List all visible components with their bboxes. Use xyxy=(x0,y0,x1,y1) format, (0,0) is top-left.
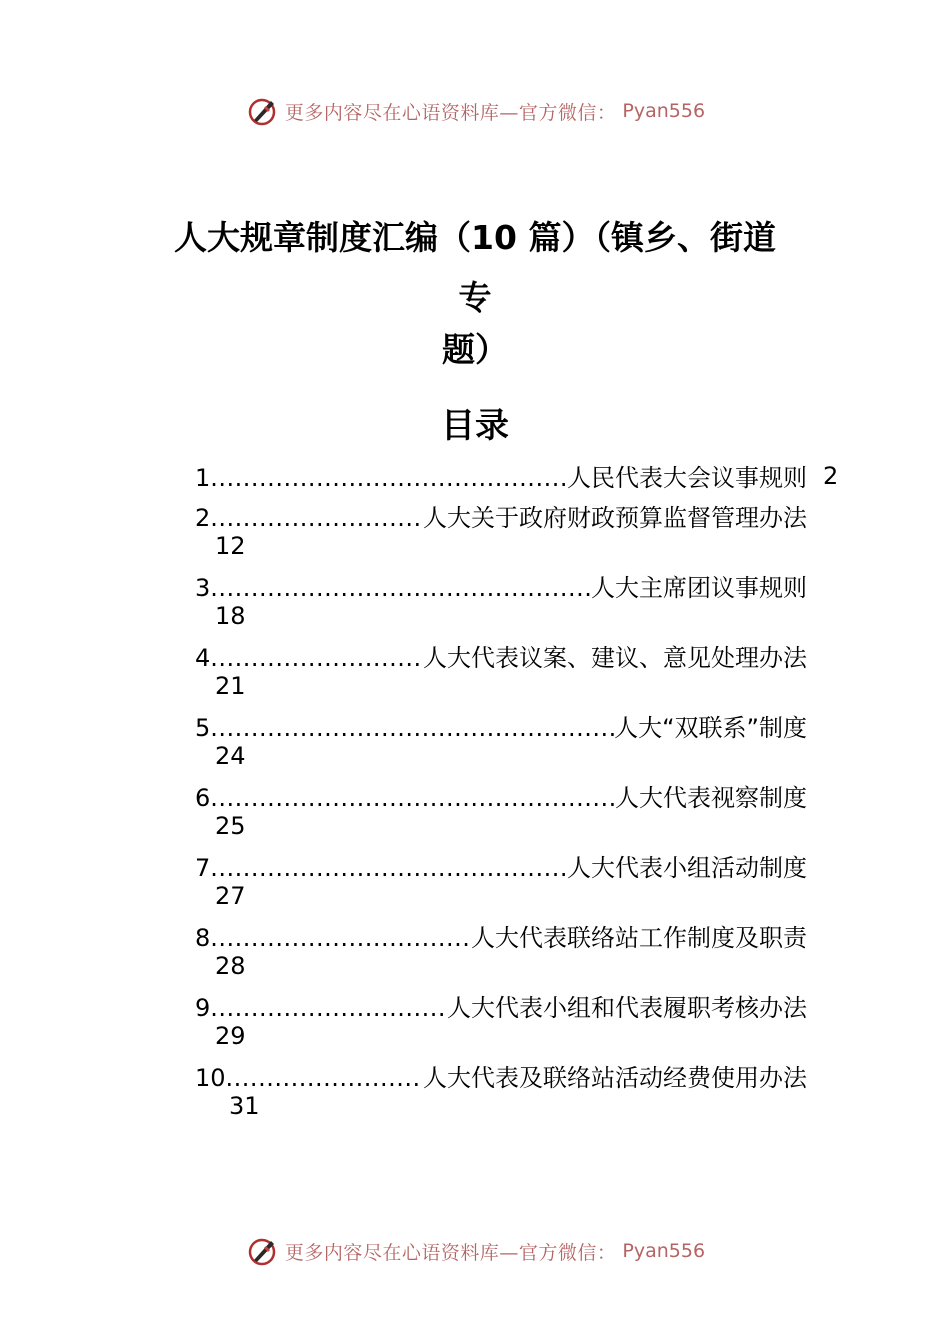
toc-entry-page: 28 xyxy=(215,952,246,980)
toc-entry-number: 9 xyxy=(195,994,211,1022)
toc-entry-label: 人大主席团议事规则 xyxy=(591,574,807,602)
document-title-line2: 专 xyxy=(458,278,492,317)
toc-entry[interactable] xyxy=(195,918,845,988)
toc-entry[interactable] xyxy=(195,988,845,1058)
toc-entry-label: 人大代表议案、建议、意见处理办法 xyxy=(423,644,807,672)
toc-entry-label: 人民代表大会议事规则 xyxy=(567,464,807,492)
toc-entry[interactable] xyxy=(195,638,845,708)
watermark-wechat-id: Pyan556 xyxy=(622,100,706,122)
toc-entry-number: 2 xyxy=(195,504,211,532)
toc-entry-number: 3 xyxy=(195,574,211,602)
toc-leader-dots xyxy=(210,464,567,492)
toc-entry[interactable] xyxy=(195,1058,845,1128)
toc-entry-page: 25 xyxy=(215,812,246,840)
toc-entry-page: 24 xyxy=(215,742,246,770)
toc-leader-dots xyxy=(210,714,614,742)
header-watermark xyxy=(0,94,950,128)
toc-entry-number: 8 xyxy=(195,924,211,952)
toc-entry-label: 人大代表小组活动制度 xyxy=(567,854,807,882)
toc-leader-dots xyxy=(210,994,447,1022)
toc-entry[interactable] xyxy=(195,568,845,638)
toc-leader-dots xyxy=(210,924,471,952)
toc-entry-label: 人大关于政府财政预算监督管理办法 xyxy=(423,504,807,532)
toc-entry-label: 人大代表及联络站活动经费使用办法 xyxy=(423,1064,807,1092)
toc-entry-label: 人大代表小组和代表履职考核办法 xyxy=(447,994,807,1022)
toc-entry-page: 2 xyxy=(823,462,839,490)
toc-entry-page: 18 xyxy=(215,602,246,630)
table-of-contents xyxy=(195,458,845,1128)
toc-entry-page: 21 xyxy=(215,672,246,700)
toc-leader-dots xyxy=(210,784,615,812)
toc-entry[interactable] xyxy=(195,498,845,568)
toc-leader-dots xyxy=(210,574,591,602)
toc-entry-number: 6 xyxy=(195,784,211,812)
toc-entry-label: 人大“双联系”制度 xyxy=(614,714,807,742)
logo-icon xyxy=(245,1234,279,1268)
toc-entry-page: 29 xyxy=(215,1022,246,1050)
toc-entry-label: 人大代表视察制度 xyxy=(615,784,807,812)
toc-entry-number: 7 xyxy=(195,854,211,882)
toc-entry[interactable] xyxy=(195,458,845,498)
watermark-wechat-id: Pyan556 xyxy=(622,1240,706,1262)
toc-entry-page: 27 xyxy=(215,882,246,910)
document-title-line3: 题） xyxy=(442,330,508,369)
watermark-text: 更多内容尽在心语资料库—官方微信： xyxy=(284,101,617,124)
toc-entry-page: 12 xyxy=(215,532,246,560)
document-title-line1: 人大规章制度汇编（10 篇）（镇乡、街道 xyxy=(174,218,776,257)
toc-entry-page: 31 xyxy=(229,1092,260,1120)
toc-leader-dots xyxy=(210,854,567,882)
toc-entry[interactable] xyxy=(195,708,845,778)
toc-entry[interactable] xyxy=(195,848,845,918)
toc-entry[interactable] xyxy=(195,778,845,848)
logo-icon xyxy=(245,94,279,128)
toc-entry-number: 5 xyxy=(195,714,211,742)
toc-entry-number: 1 xyxy=(195,464,211,492)
toc-entry-number: 4 xyxy=(195,644,211,672)
toc-entry-number: 10 xyxy=(195,1064,226,1092)
toc-heading: 目录 xyxy=(441,406,509,446)
toc-entry-label: 人大代表联络站工作制度及职责 xyxy=(471,924,807,952)
footer-watermark xyxy=(0,1234,950,1268)
watermark-text: 更多内容尽在心语资料库—官方微信： xyxy=(284,1241,617,1264)
